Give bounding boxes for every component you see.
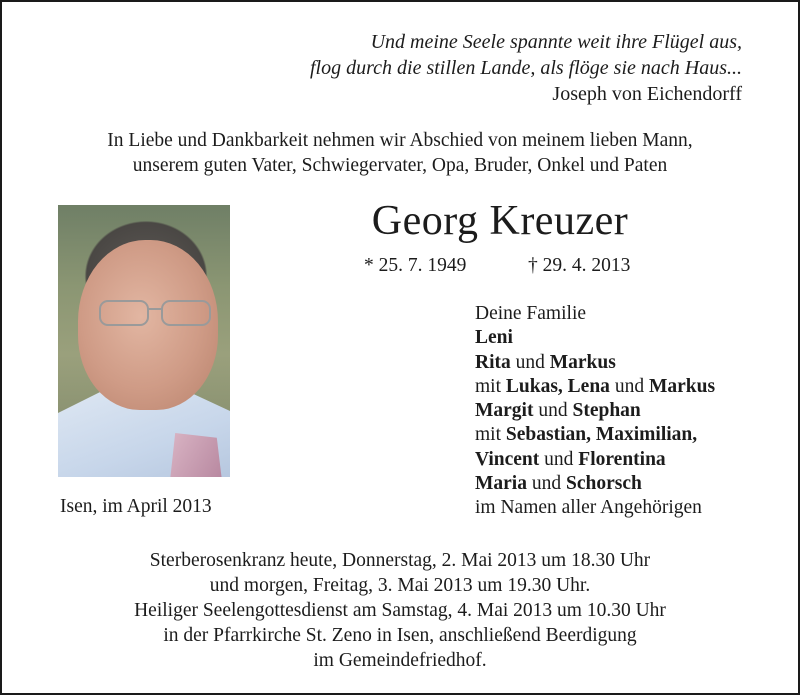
- quote-author: Joseph von Eichendorff: [552, 83, 742, 105]
- family-member-line: [475, 399, 775, 423]
- family-member-name: Schorsch: [565, 473, 642, 495]
- family-member-line: [475, 351, 775, 375]
- place-date: Isen, im April 2013: [60, 496, 212, 517]
- family-members: [475, 326, 775, 496]
- family-heading: Deine Familie: [475, 303, 587, 324]
- family-member-name: Sebastian, Maximilian,: [505, 424, 698, 446]
- family-connector: und: [609, 375, 649, 397]
- family-member-line: [475, 472, 775, 496]
- family-member-line: [475, 375, 775, 399]
- service-line-4: in der Pfarrkirche St. Zeno in Isen, anschließend Beerdigung: [163, 625, 637, 646]
- family-closing: im Namen aller Angehörigen: [475, 497, 702, 519]
- family-member-line: [475, 423, 775, 447]
- portrait-tie: [170, 433, 222, 477]
- service-line-1: Sterberosenkranz heute, Donnerstag, 2. Mai 2013 um 18.30 Uhr: [149, 550, 651, 571]
- family-member-name: Margit: [475, 400, 534, 422]
- glasses-icon: [98, 297, 218, 331]
- family-member-name: Lukas, Lena: [505, 375, 610, 397]
- quote-line-2: flog durch die stillen Lande, als flöge sie nach Haus...: [309, 57, 742, 79]
- family-member-line: [475, 326, 775, 350]
- service-line-5: im Gemeindefriedhof.: [313, 650, 487, 671]
- family-connector: mit: [475, 424, 506, 446]
- service-line-3: Heiliger Seelengottesdienst am Samstag, 4. Mai 2013 um 10.30 Uhr: [134, 600, 666, 621]
- family-member-name: Maria: [475, 473, 527, 495]
- family-member-name: Leni: [475, 327, 513, 349]
- family-connector: und: [526, 473, 566, 495]
- intro-line-2: unserem guten Vater, Schwiegervater, Opa, Bruder, Onkel und Paten: [132, 155, 668, 176]
- family-connector: und: [539, 448, 579, 470]
- deceased-name: Georg Kreuzer: [371, 198, 629, 244]
- family-member-name: Markus: [648, 375, 716, 397]
- intro-line-1: In Liebe und Dankbarkeit nehmen wir Abschied von meinem lieben Mann,: [107, 130, 693, 151]
- family-member-name: Florentina: [578, 448, 666, 470]
- family-member-name: Stephan: [572, 400, 641, 422]
- portrait-photo: [58, 205, 230, 477]
- family-member-name: Vincent: [475, 448, 540, 470]
- intro-text: [30, 128, 770, 178]
- family-member-name: Rita: [475, 351, 511, 373]
- family-list: [475, 302, 775, 521]
- service-details: [30, 548, 770, 673]
- family-member-name: Markus: [549, 351, 616, 373]
- family-member-line: [475, 448, 775, 472]
- birth-date: * 25. 7. 1949: [364, 255, 467, 276]
- family-connector: und: [533, 400, 573, 422]
- poem-quote: [222, 29, 742, 107]
- death-date: † 29. 4. 2013: [528, 255, 631, 276]
- service-line-2: und morgen, Freitag, 3. Mai 2013 um 19.30 Uhr.: [209, 575, 591, 596]
- family-connector: mit: [475, 375, 506, 397]
- quote-line-1: Und meine Seele spannte weit ihre Flügel aus,: [370, 31, 742, 53]
- family-connector: und: [510, 351, 550, 373]
